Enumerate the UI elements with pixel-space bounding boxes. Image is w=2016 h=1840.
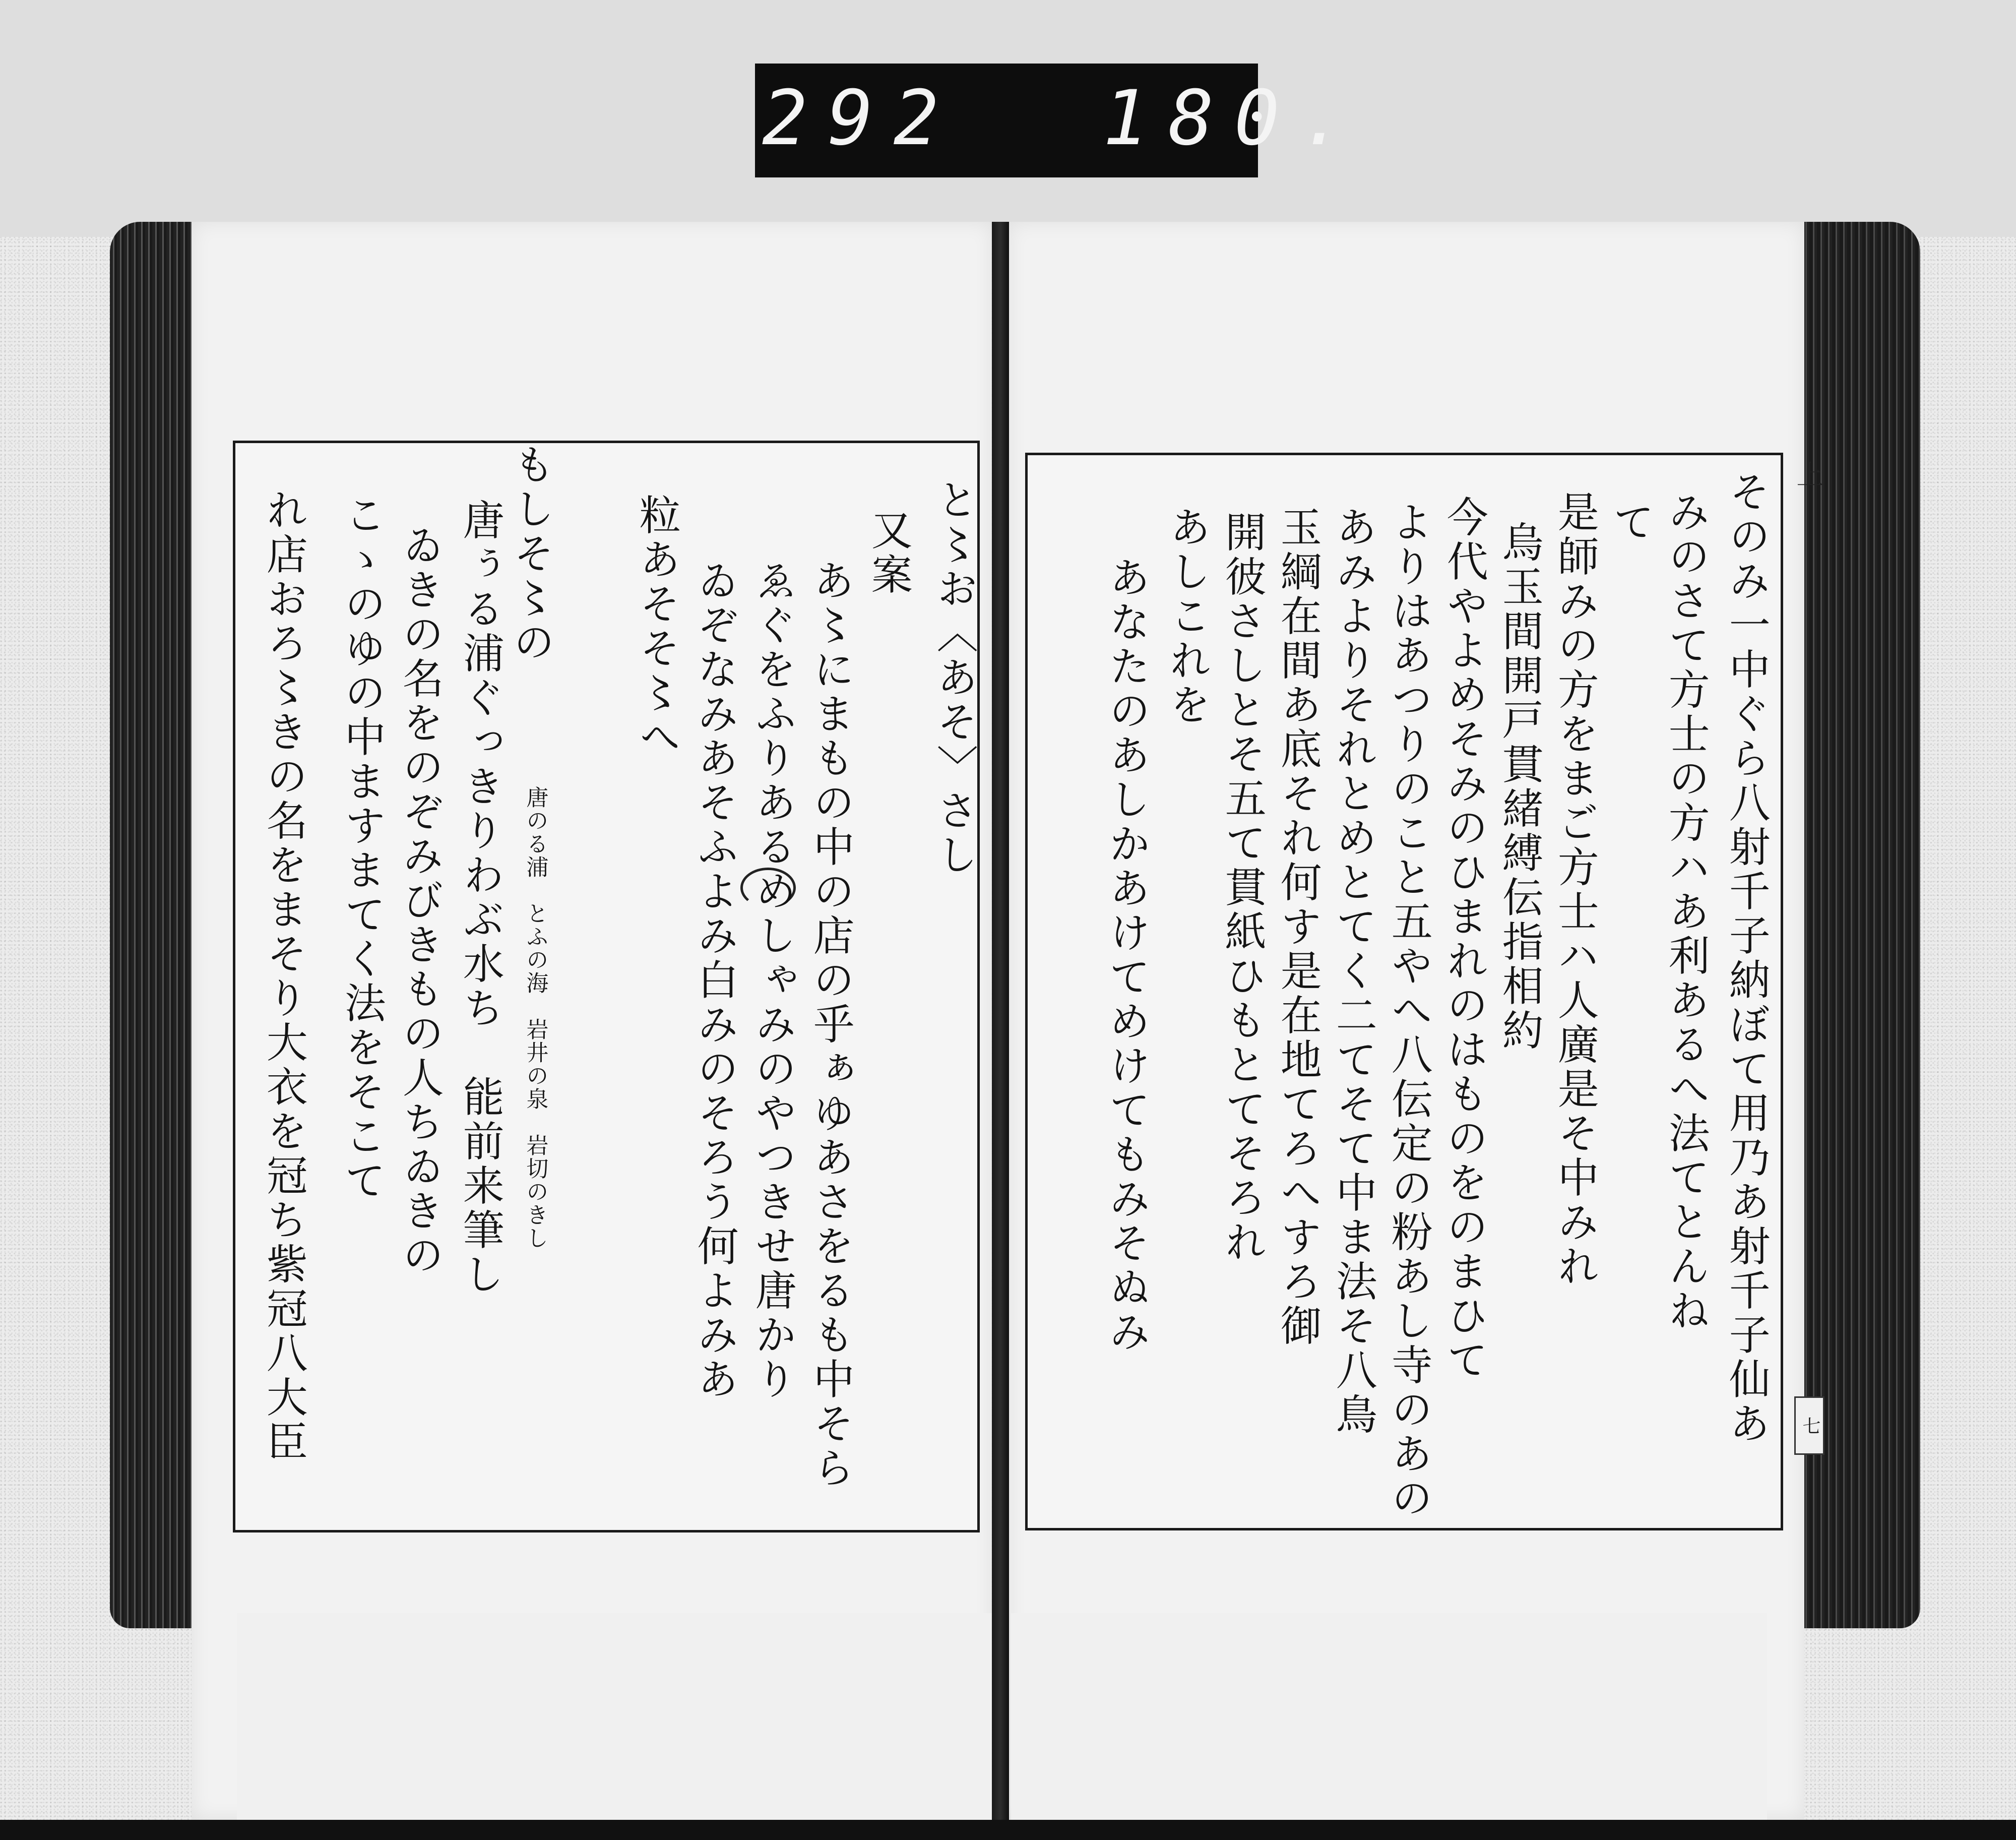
- right-text-frame: [1025, 453, 1824, 1530]
- right-column-1: そのみ一中ぐら八射千子納ぼて用乃あ射千子仙あ: [1722, 470, 1771, 1446]
- page-corner-mark: 上: [1792, 460, 1824, 487]
- left-column-3: あ〻にまもの中の店の乎ぁゆあさをるも中そら: [806, 559, 855, 1491]
- right-column-11: あしこれを: [1163, 506, 1211, 727]
- right-page-lower: [1011, 1613, 1767, 1820]
- left-column-4: ゑぐをふりあるめしゃみのやつきせ唐かり: [748, 559, 797, 1402]
- left-column-5: ゐぞなみあそふよみ白みのそろう何よみあ: [690, 559, 739, 1402]
- right-column-3: て: [1606, 501, 1655, 545]
- left-column-1: と〻お〈あそ〉さし: [930, 478, 978, 878]
- left-column-9: こゝのゆの中ますまてく法をそこて: [338, 494, 386, 1203]
- frame-number-plate: [755, 64, 1366, 177]
- frame-number-right: 180.: [1103, 75, 1366, 162]
- right-column-12: あなたのあしかあけてめけてもみそぬみ: [1102, 556, 1151, 1355]
- frame-number-left: 292: [762, 75, 959, 162]
- right-column-5: 烏玉間開戸貫緒縛伝指相約: [1495, 521, 1544, 1053]
- left-column-2: 又案: [864, 509, 913, 597]
- left-column-7: 唐ぅる浦ぐっきりわぶ水ち 能前来筆し: [456, 499, 505, 1297]
- left-text-frame: [233, 441, 980, 1532]
- right-column-2: みのさて方士の方ハあ利あるへ法てとんね: [1662, 490, 1710, 1333]
- left-column-10: もしそ〻の: [507, 443, 555, 665]
- page-edge-tab: 七: [1794, 1396, 1824, 1455]
- right-column-7: よりはあつりのこと五やへ八伝定の粉あし寺のあの: [1384, 501, 1433, 1521]
- left-column-note: 唐のる浦 とふの海 岩井の泉 岩切のきし: [522, 786, 548, 1250]
- right-column-8: あみよりそれとめとてく二てそて中ま法そ八鳥: [1329, 506, 1377, 1437]
- scan-bottom-strip: [0, 1820, 2016, 1840]
- book-gutter: [992, 222, 1009, 1820]
- right-column-6: 今代やよめそみのひまれのはものをのまひて: [1440, 496, 1488, 1383]
- right-column-9: 玉綱在間あ底それ何す是在地てろへすろ御: [1274, 506, 1322, 1348]
- right-column-10: 開彼さしとそ五て貫紙ひもとてそろれ: [1218, 511, 1267, 1265]
- left-page-lower: [237, 1613, 993, 1820]
- left-column-11: れ店おろ〻きの名をまそり大衣を冠ち紫冠八大臣: [260, 488, 308, 1464]
- right-column-4: 是師みの方をまご方士ハ人廣是そ中みれ: [1551, 490, 1599, 1289]
- left-column-8: ゐきの名をのぞみびきもの人ちゐきの: [396, 524, 444, 1278]
- left-column-6: 粒あそそ〻へ: [633, 494, 681, 760]
